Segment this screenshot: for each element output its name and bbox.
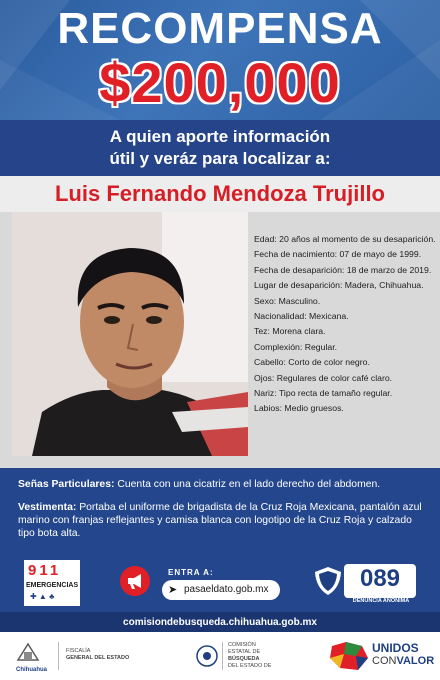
megaphone-icon bbox=[120, 566, 150, 596]
fiscalia-logo bbox=[66, 648, 129, 662]
distinguishing-marks-label: Señas Particulares: bbox=[18, 479, 115, 490]
detail-disappearance-place: Lugar de desaparición: Madera, Chihuahua. bbox=[254, 280, 424, 291]
unidos-map-icon bbox=[328, 640, 370, 672]
site-bar bbox=[0, 612, 440, 632]
person-details bbox=[254, 232, 436, 417]
detail-birthdate: Fecha de nacimiento: 07 de mayo de 1999. bbox=[254, 249, 422, 260]
clothing-label: Vestimenta: bbox=[18, 502, 77, 513]
poster-header bbox=[0, 0, 440, 120]
con-valor-label bbox=[372, 655, 434, 667]
shield-icon bbox=[314, 566, 342, 596]
comision-line-1: COMISIÓN bbox=[228, 642, 256, 648]
intro-banner bbox=[0, 120, 440, 176]
entra-label: ENTRA A: bbox=[168, 568, 214, 577]
reward-amount: $200,000 bbox=[99, 51, 341, 114]
detail-hair: Cabello: Corto de color negro. bbox=[254, 357, 370, 368]
distinguishing-marks bbox=[0, 478, 440, 491]
comision-line-2: ESTATAL DE bbox=[228, 649, 261, 655]
emergency-number: 911 bbox=[28, 562, 62, 579]
detail-age: Edad: 20 años al momento de su desaparición. bbox=[254, 234, 436, 244]
emergency-911-badge bbox=[24, 560, 80, 606]
cursor-icon: ➤ bbox=[168, 584, 178, 596]
person-photo-illustration bbox=[12, 212, 248, 456]
detail-lips: Labios: Medio gruesos. bbox=[254, 403, 344, 414]
anonymous-report-label: DENUNCIA ANÓNIMA bbox=[352, 598, 410, 604]
fiscalia-line-1: FISCALÍA bbox=[66, 648, 91, 654]
emergency-services-icon: ✚ ▲ ♣ bbox=[30, 592, 55, 601]
person-photo bbox=[12, 212, 248, 456]
reward-title: RECOMPENSA bbox=[57, 4, 383, 53]
con-label: CON bbox=[372, 655, 397, 667]
contact-section bbox=[0, 556, 440, 612]
clothing-text: Portaba el uniforme de brigadista de la Cruz Roja Mexicana, pantalón azul marino con franjas reflejantes y camisa blanca con logotipo de la Cruz Roja y calzado tipo bota alta. bbox=[18, 502, 422, 539]
valor-label: VALOR bbox=[396, 655, 435, 667]
unidos-label: UNIDOS bbox=[372, 641, 419, 655]
intro-line-1: A quien aporte información bbox=[109, 127, 331, 146]
distinguishing-marks-text: Cuenta con una cicatriz en el lado derecho del abdomen. bbox=[114, 479, 381, 490]
comision-logo bbox=[228, 642, 271, 670]
chihuahua-label: Chihuahua bbox=[16, 667, 47, 673]
person-name: Luis Fernando Mendoza Trujillo bbox=[54, 181, 385, 206]
detail-eyes: Ojos: Regulares de color café claro. bbox=[254, 372, 393, 383]
commission-website[interactable]: comisiondebusqueda.chihuahua.gob.mx bbox=[123, 617, 317, 628]
emergency-label: EMERGENCIAS bbox=[26, 582, 79, 589]
detail-complexion-tone: Tez: Morena clara. bbox=[254, 326, 326, 337]
website-link[interactable] bbox=[162, 580, 280, 600]
chihuahua-emblem-icon bbox=[16, 642, 40, 662]
fiscalia-line-2: GENERAL DEL ESTADO bbox=[66, 655, 130, 661]
intro-line-2: útil y veráz para localizar a: bbox=[109, 149, 331, 168]
detail-build: Complexión: Regular. bbox=[254, 341, 338, 352]
clothing bbox=[0, 501, 440, 540]
chihuahua-logo bbox=[16, 642, 47, 673]
person-name-bar bbox=[0, 176, 440, 212]
comision-line-3: BÚSQUEDA bbox=[228, 656, 260, 662]
anonymous-report-number: 089 bbox=[359, 565, 401, 592]
anonymous-report-badge bbox=[344, 564, 416, 598]
detail-sex: Sexo: Masculino. bbox=[254, 295, 321, 306]
footer bbox=[0, 632, 440, 680]
detail-nationality: Nacionalidad: Mexicana. bbox=[254, 311, 349, 322]
detail-nose: Nariz: Tipo recta de tamaño regular. bbox=[254, 388, 393, 399]
comision-line-4: DEL ESTADO DE bbox=[228, 663, 272, 669]
footer-divider bbox=[58, 642, 59, 670]
comision-emblem-icon bbox=[196, 644, 218, 673]
footer-divider-2 bbox=[222, 642, 223, 670]
website-url: pasaeldato.gob.mx bbox=[184, 584, 269, 595]
detail-disappearance-date: Fecha de desaparición: 18 de marzo de 2019. bbox=[254, 264, 432, 275]
